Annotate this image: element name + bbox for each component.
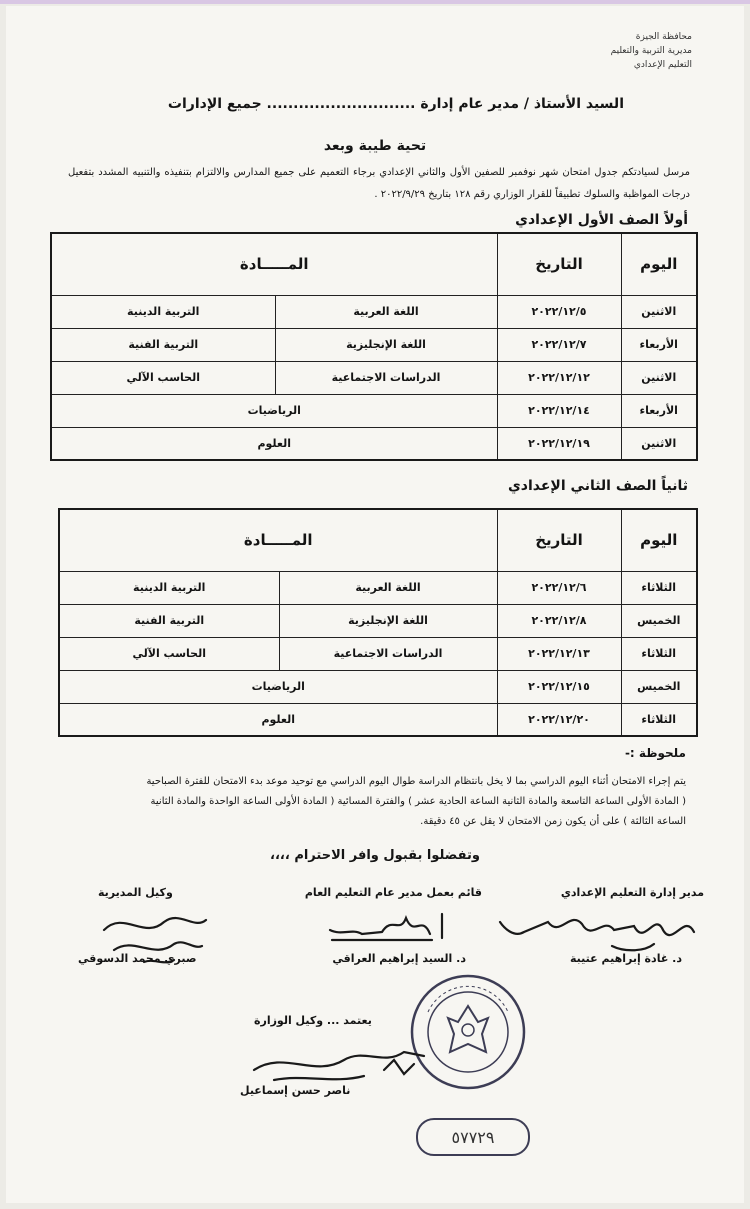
cell-subject: التربية الفنية	[51, 328, 275, 361]
cell-date: ٢٠٢٢/١٢/١٥	[497, 670, 621, 703]
signature-right-name: د. غادة إبراهيم عتيبة	[569, 952, 682, 965]
cell-day: الاثنين	[621, 427, 697, 460]
notes-title: ملحوظة :-	[624, 746, 686, 760]
letterhead-line: محافظة الجيزة	[635, 32, 692, 42]
table-header-row	[59, 509, 697, 571]
cell-subject: التربية الدينية	[59, 571, 279, 604]
cell-day: الخميس	[621, 604, 697, 637]
letterhead	[611, 30, 692, 72]
table-row	[51, 328, 697, 361]
cell-subject: التربية الفنية	[59, 604, 279, 637]
cell-day: الاثنين	[621, 361, 697, 394]
grade1-title: أولاً الصف الأول الإعدادي	[515, 212, 688, 228]
document-page	[6, 6, 744, 1203]
cell-day: الثلاثاء	[621, 571, 697, 604]
greeting: تحية طيبة وبعد	[323, 138, 427, 154]
cell-subject: الحاسب الآلي	[51, 361, 275, 394]
header-subject: المـــــادة	[51, 233, 497, 295]
header-date: التاريخ	[497, 509, 621, 571]
signature-right-scribble	[494, 902, 704, 958]
cell-subject: الدراسات الاجتماعية	[279, 637, 497, 670]
cell-subject: العلوم	[59, 703, 497, 736]
cell-date: ٢٠٢٢/١٢/٦	[497, 571, 621, 604]
table-row	[59, 604, 697, 637]
header-subject: المـــــادة	[59, 509, 497, 571]
letterhead-line: التعليم الإعدادي	[633, 60, 692, 70]
cell-subject: اللغة العربية	[275, 295, 497, 328]
grade1-table	[50, 232, 698, 461]
signature-left-title: وكيل المديرية	[98, 886, 173, 899]
cell-subject: الرياضيات	[51, 394, 497, 427]
cell-date: ٢٠٢٢/١٢/٥	[497, 295, 621, 328]
notes-body	[56, 772, 686, 832]
table-row	[51, 361, 697, 394]
table-header-row	[51, 233, 697, 295]
cell-day: الثلاثاء	[621, 637, 697, 670]
cell-day: الخميس	[621, 670, 697, 703]
handwritten-serial-number: ٥٧٧٢٩	[416, 1118, 530, 1156]
signature-center-title: قائم بعمل مدير عام التعليم العام	[304, 886, 482, 899]
table-row	[51, 394, 697, 427]
table-row	[51, 295, 697, 328]
cell-subject: العلوم	[51, 427, 497, 460]
cell-date: ٢٠٢٢/١٢/٢٠	[497, 703, 621, 736]
header-day: اليوم	[621, 233, 697, 295]
cell-day: الاثنين	[621, 295, 697, 328]
cell-subject: اللغة العربية	[279, 571, 497, 604]
notes-line: يتم إجراء الامتحان أثناء اليوم الدراسي بما لا يخل بانتظام الدراسة طوال اليوم الدراسي مع توحيد موعد بدء الامتحان للفترة الصباحية	[146, 776, 686, 787]
table-row	[59, 703, 697, 736]
approval-signature-scribble	[244, 1030, 434, 1090]
cell-date: ٢٠٢٢/١٢/٧	[497, 328, 621, 361]
approval-name: ناصر حسن إسماعيل	[240, 1084, 351, 1097]
letterhead-line: مديرية التربية والتعليم	[610, 46, 692, 56]
signature-right-title: مدير إدارة التعليم الإعدادي	[560, 886, 704, 899]
approval-title: يعتمد ... وكيل الوزارة	[254, 1014, 372, 1027]
table-row	[59, 637, 697, 670]
cell-subject: اللغة الإنجليزية	[275, 328, 497, 361]
signature-center-name: د. السيد إبراهيم العراقي	[332, 952, 466, 965]
cell-subject: الدراسات الاجتماعية	[275, 361, 497, 394]
cell-day: الأربعاء	[621, 328, 697, 361]
header-day: اليوم	[621, 509, 697, 571]
cell-subject: اللغة الإنجليزية	[279, 604, 497, 637]
cell-day: الأربعاء	[621, 394, 697, 427]
table-row	[51, 427, 697, 460]
cell-date: ٢٠٢٢/١٢/١٢	[497, 361, 621, 394]
intro-paragraph: مرسل لسيادتكم جدول امتحان شهر نوفمبر للصفين الأول والثاني الإعدادي برجاء التعميم على جميع المدارس والالتزام بتنفيذه والتنبيه المشدد بتفعيل درجات المواظبة والسلوك تطبيقاً للقرار الوزاري رقم ١٢٨ بتاريخ ٢٠٢٢/٩/٢٩ .	[68, 167, 690, 200]
notes-line: الساعة الثالثة ) على أن يكون زمن الامتحان لا يقل عن ٤٥ دقيقة.	[420, 816, 686, 827]
cell-subject: الرياضيات	[59, 670, 497, 703]
cell-date: ٢٠٢٢/١٢/١٩	[497, 427, 621, 460]
cell-subject: التربية الدينية	[51, 295, 275, 328]
notes-line: ( المادة الأولى الساعة التاسعة والمادة الثانية الساعة الحادية عشر ) والفترة المسائية ( المادة الأولى الساعة الواحدة والمادة الثانية	[150, 796, 686, 807]
cell-date: ٢٠٢٢/١٢/١٤	[497, 394, 621, 427]
table-row	[59, 670, 697, 703]
cell-day: الثلاثاء	[621, 703, 697, 736]
header-date: التاريخ	[497, 233, 621, 295]
signature-center-scribble	[322, 904, 452, 944]
table-row	[59, 571, 697, 604]
cell-date: ٢٠٢٢/١٢/٨	[497, 604, 621, 637]
grade2-title: ثانياً الصف الثاني الإعدادي	[507, 478, 688, 494]
signature-left-name: صبري محمد الدسوقي	[78, 952, 197, 965]
cell-date: ٢٠٢٢/١٢/١٣	[497, 637, 621, 670]
top-strip	[0, 0, 750, 4]
cell-subject: الحاسب الآلي	[59, 637, 279, 670]
closing-line: وتفضلوا بقبول وافر الاحترام ،،،،	[270, 848, 480, 863]
address-line: السيد الأستاذ / مدير عام إدارة ............................ جميع الإدارات	[167, 96, 624, 112]
grade2-table	[58, 508, 698, 737]
